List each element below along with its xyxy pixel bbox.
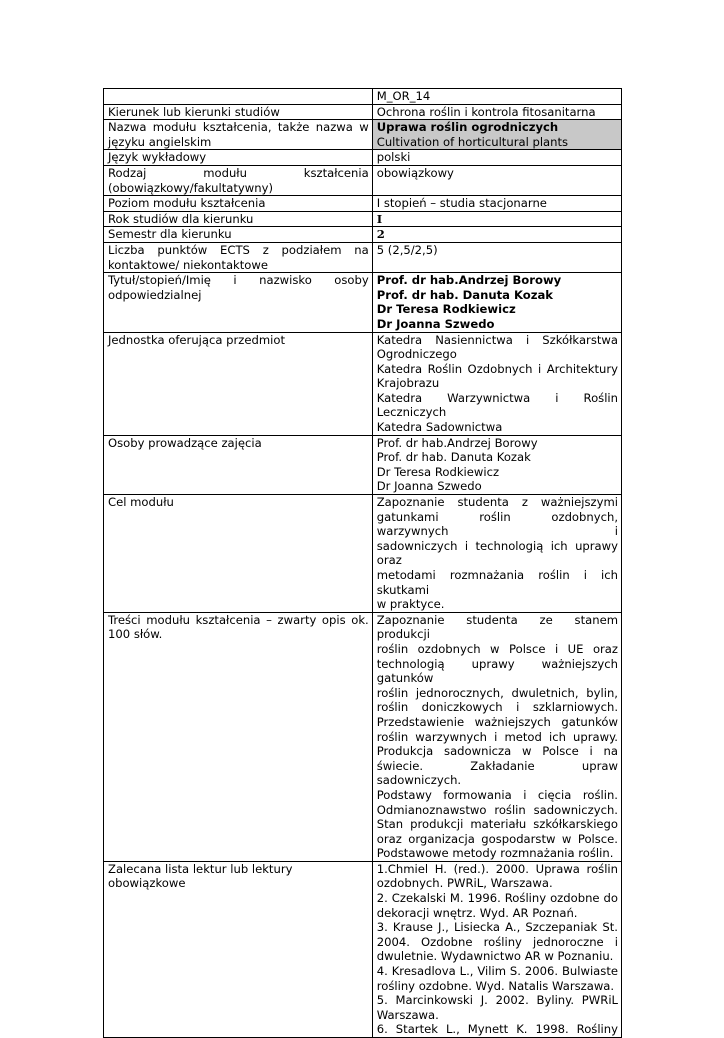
tresci-line-7: roślin warzywnych i metod ich uprawy. (376, 729, 618, 744)
row-tresci (104, 612, 622, 861)
lektury-line-11: Warszawa. (376, 1007, 439, 1022)
jednostka-label: Jednostka oferująca przedmiot (104, 332, 373, 435)
tresci-line-5: roślin doniczkowych i szklarniowych. (376, 700, 618, 715)
nazwa-label-line-1: Nazwa modułu kształcenia, także nazwa w (108, 120, 369, 135)
tresci-line-14: Podstawowe metody rozmnażania roślin. (376, 846, 614, 861)
prowadzacy-1: Prof. dr hab.Andrzej Borowy (376, 435, 538, 450)
row-osoba (104, 273, 622, 332)
cel-values (372, 495, 621, 613)
nazwa-value (372, 120, 621, 150)
ects-label-line-2: kontaktowe/ niekontaktowe (108, 257, 269, 272)
tresci-label-line-2: 100 słów. (108, 627, 163, 642)
semestr-label: Semestr dla kierunku (104, 227, 373, 243)
prowadzacy-values (372, 435, 621, 494)
tresci-line-2: roślin ozdobnych w Polsce i UE oraz (376, 641, 618, 656)
rodzaj-label-line-1: Rodzaj modułu kształcenia (108, 165, 369, 180)
jednostka-line-1: Katedra Nasiennictwa i Szkółkarstwa (376, 332, 618, 347)
tresci-line-6: Przedstawienie ważniejszych gatunków (376, 714, 618, 729)
tresci-line-9: świecie. Zakładanie upraw sadowniczych. (376, 758, 618, 788)
nazwa-label (104, 120, 373, 150)
module-code: M_OR_14 (372, 89, 621, 105)
lektury-line-8: 4. Kresadlova L., Vilim S. 2006. Bulwiaste (376, 964, 618, 979)
rodzaj-label-line-2: (obowiązkowy/fakultatywny) (108, 180, 273, 195)
code-label-cell (104, 89, 373, 105)
tresci-label (104, 612, 373, 861)
osoba-2: Prof. dr hab. Danuta Kozak (376, 287, 554, 302)
prowadzacy-4: Dr Joanna Szwedo (376, 479, 482, 494)
row-jednostka (104, 332, 622, 435)
rok-value: I (372, 211, 621, 227)
nazwa-en: Cultivation of horticultural plants (376, 134, 569, 149)
cel-label: Cel modułu (104, 495, 373, 613)
rodzaj-label (104, 165, 373, 195)
tresci-label-line-1: Treści modułu kształcenia – zwarty opis ok. (108, 612, 369, 627)
osoba-values (372, 273, 621, 332)
osoba-4: Dr Joanna Szwedo (376, 316, 495, 331)
jednostka-line-4: Krajobrazu (376, 376, 440, 391)
cel-line-5: w praktyce. (376, 597, 445, 612)
prowadzacy-label: Osoby prowadzące zajęcia (104, 435, 373, 494)
tresci-line-10: Podstawy formowania i cięcia roślin. (376, 787, 618, 802)
tresci-values (372, 612, 621, 861)
tresci-line-11: Odmianoznawstwo roślin sadowniczych. (376, 802, 618, 817)
jezyk-label: Język wykładowy (104, 150, 373, 166)
osoba-3: Dr Teresa Rodkiewicz (376, 302, 516, 317)
semestr-value: 2 (372, 227, 621, 243)
row-semestr (104, 227, 622, 243)
lektury-values (372, 861, 621, 1037)
lektury-line-3: 2. Czekalski M. 1996. Rośliny ozdobne do (376, 891, 618, 906)
row-code (104, 89, 622, 105)
lektury-line-6: 2004. Ozdobne rośliny jednoroczne i (376, 934, 618, 949)
lektury-line-1: 1.Chmiel H. (red.). 2000. Uprawa roślin (376, 861, 618, 876)
prowadzacy-2: Prof. dr hab. Danuta Kozak (376, 450, 531, 465)
jednostka-line-2: Ogrodniczego (376, 347, 457, 362)
jednostka-line-3: Katedra Roślin Ozdobnych i Architektury (376, 361, 618, 376)
tresci-line-12: Stan produkcji materiału szkółkarskiego (376, 817, 618, 832)
jednostka-line-6: Katedra Sadownictwa (376, 420, 503, 435)
row-prowadzacy (104, 435, 622, 494)
osoba-label (104, 273, 373, 332)
tresci-line-1: Zapoznanie studenta ze stanem produkcji (376, 612, 618, 642)
tresci-line-13: oraz organizacja gospodarstw w Polsce. (376, 831, 618, 846)
poziom-label: Poziom modułu kształcenia (104, 196, 373, 212)
cel-line-2: gatunkami roślin ozdobnych, warzywnych i (376, 509, 618, 539)
ects-value: 5 (2,5/2,5) (372, 242, 621, 272)
row-ects (104, 242, 622, 272)
lektury-line-9: rośliny ozdobne. Wyd. Natalis Warszawa. (376, 978, 615, 993)
tresci-line-8: Produkcja sadownicza w Polsce i na (376, 744, 618, 759)
kierunek-value: Ochrona roślin i kontrola fitosanitarna (372, 104, 621, 120)
lektury-line-7: dwuletnie. Wydawnictwo AR w Poznaniu. (376, 949, 614, 964)
jednostka-values (372, 332, 621, 435)
row-rodzaj (104, 165, 622, 195)
row-lektury (104, 861, 622, 1037)
row-jezyk (104, 150, 622, 166)
lektury-label: Zalecana lista lektur lub lektury obowiązkowe (104, 861, 373, 1037)
kierunek-label: Kierunek lub kierunki studiów (104, 104, 373, 120)
jezyk-value: polski (372, 150, 621, 166)
nazwa-label-line-2: języku angielskim (108, 134, 212, 149)
module-table (103, 88, 622, 1038)
prowadzacy-3: Dr Teresa Rodkiewicz (376, 464, 500, 479)
poziom-value: I stopień – studia stacjonarne (372, 196, 621, 212)
osoba-1: Prof. dr hab.Andrzej Borowy (376, 273, 562, 288)
tresci-line-4: roślin jednorocznych, dwuletnich, bylin, (376, 685, 618, 700)
ects-label-line-1: Liczba punktów ECTS z podziałem na (108, 242, 369, 257)
osoba-label-line-2: odpowiedzialnej (108, 287, 202, 302)
lektury-line-4: dekoracji wnętrz. Wyd. AR Poznań. (376, 905, 578, 920)
cel-line-4: metodami rozmnażania roślin i ich skutkami (376, 568, 618, 597)
cel-line-3: sadowniczych i technologią ich uprawy oraz (376, 538, 618, 568)
ects-label (104, 242, 373, 272)
row-rok (104, 211, 622, 227)
rok-label: Rok studiów dla kierunku (104, 211, 373, 227)
lektury-line-2: ozdobnych. PWRiL, Warszawa. (376, 876, 553, 891)
tresci-line-3: technologią uprawy ważniejszych gatunków (376, 656, 618, 686)
cel-line-1: Zapoznanie studenta z ważniejszymi (376, 495, 618, 510)
row-kierunek (104, 104, 622, 120)
lektury-line-12: 6. Startek L., Mynett K. 1998. Rośliny (376, 1022, 618, 1037)
row-cel (104, 495, 622, 613)
nazwa-pl: Uprawa roślin ogrodniczych (376, 120, 559, 135)
jednostka-line-5: Katedra Warzywnictwa i Roślin Leczniczych (376, 390, 618, 420)
lektury-line-5: 3. Krause J., Lisiecka A., Szczepaniak St. (376, 920, 618, 935)
row-poziom (104, 196, 622, 212)
rodzaj-value: obowiązkowy (372, 165, 621, 195)
lektury-line-10: 5. Marcinkowski J. 2002. Byliny. PWRiL (376, 993, 618, 1008)
osoba-label-line-1: Tytuł/stopień/Imię i nazwisko osoby (108, 273, 369, 288)
row-nazwa (104, 120, 622, 150)
